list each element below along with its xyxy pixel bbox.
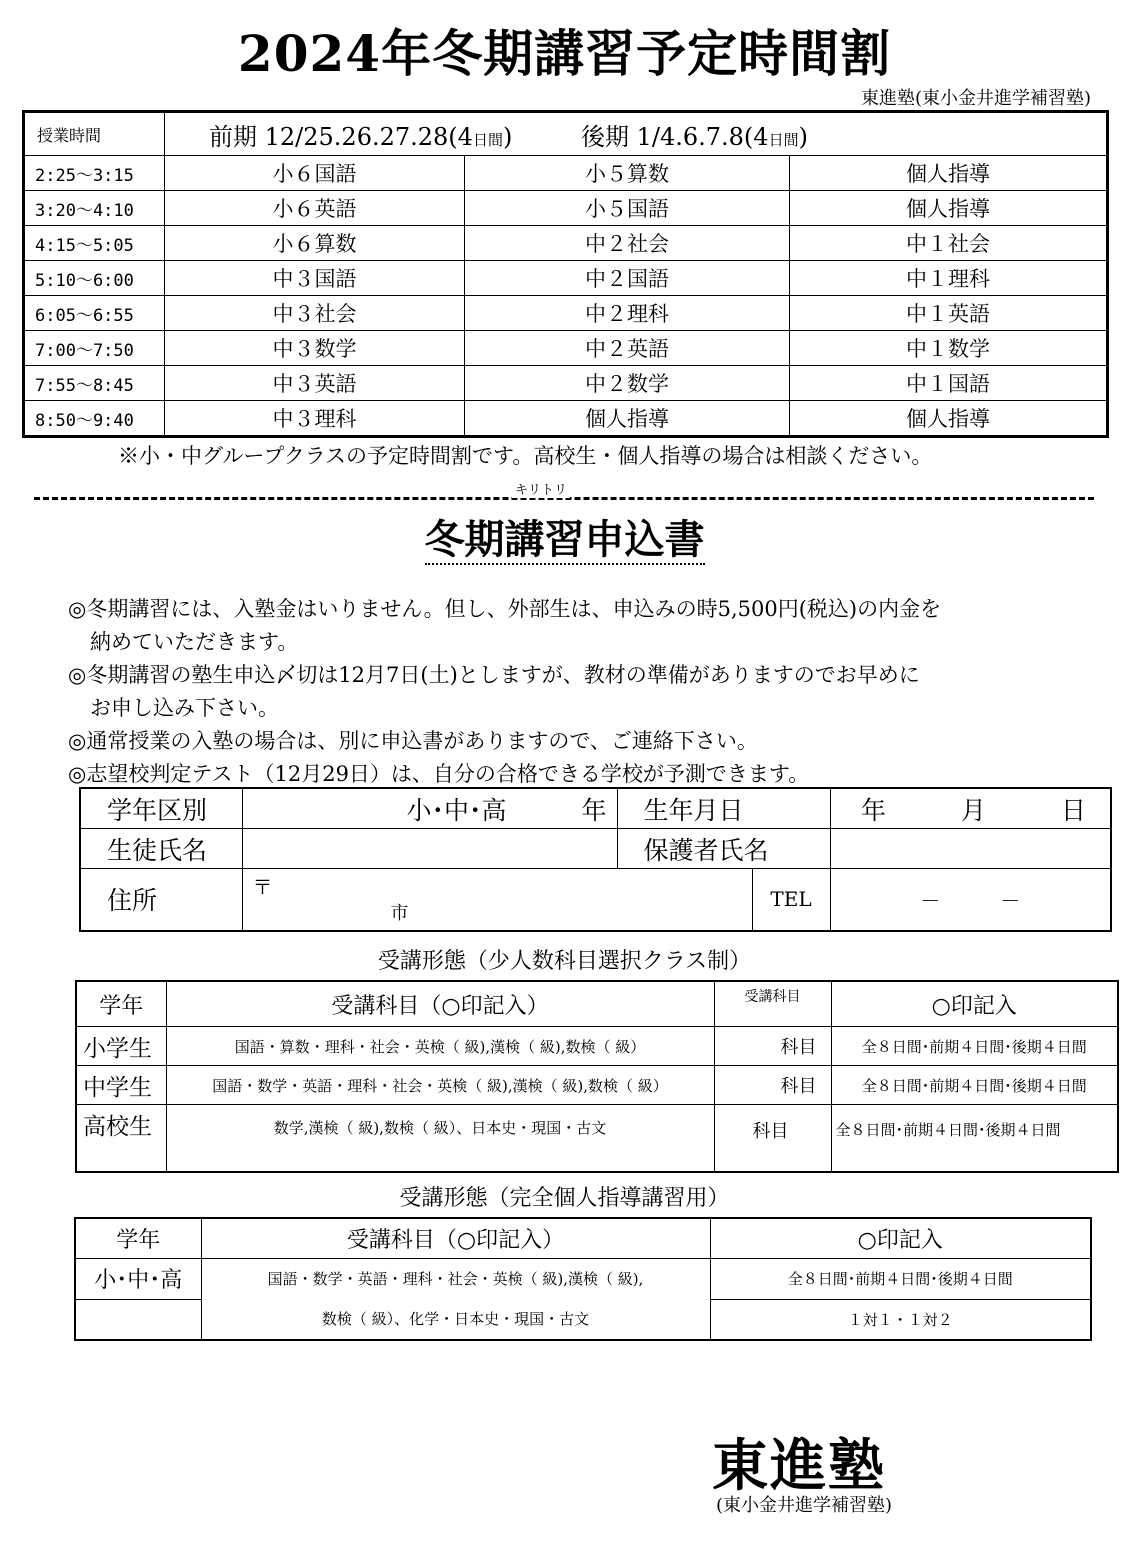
schedule-cell: 中１社会 [790,226,1108,261]
schedule-time: 4:15〜5:05 [24,226,165,261]
schedule-row [24,191,1108,226]
schedule-cell: 中１数学 [790,331,1108,366]
schedule-cell: 中３数学 [165,331,465,366]
subject-count-cell[interactable]: 科目 [714,1027,831,1066]
cut-label: キリトリ [512,479,570,498]
schedule-cell: 個人指導 [465,401,790,437]
subjects-cell[interactable]: 数学,漢検（ 級),数検（ 級）、日本史・現国・古文 [166,1105,714,1172]
schedule-row [24,296,1108,331]
col-subjects: 受講科目（○印記入） [166,981,714,1027]
first-period: 前期 12/25.26.27.28(4 [209,122,473,151]
schedule-cell: 中３国語 [165,261,465,296]
subjects-cell[interactable] [201,1259,710,1341]
col-subjects: 受講科目（○印記入） [201,1218,710,1259]
schedule-header-row [24,112,1108,156]
subjects-line: 国語・数学・英語・理科・社会・英検（ 級),漢検（ 級), [267,1270,644,1288]
schedule-row [24,261,1108,296]
group-course-table [75,980,1119,1173]
schedule-cell: 中１理科 [790,261,1108,296]
schedule-cell: 小５算数 [465,156,790,191]
grade-cell: 中学生 [76,1066,166,1105]
private-course-table [74,1217,1092,1341]
mark-cell-ratio[interactable]: １対１・１対２ [710,1299,1091,1340]
subjects-line: 数検（ 級）、化学・日本史・現国・古文 [321,1310,590,1328]
form-title-text: 冬期講習申込書 [424,516,705,563]
schedule-cell: 中２国語 [465,261,790,296]
guardian-name-field[interactable] [830,829,1111,869]
schedule-time: 7:55〜8:45 [24,366,165,401]
city-mark: 市 [390,903,409,924]
schedule-time: 5:10〜6:00 [24,261,165,296]
notice-item: ◎通常授業の入塾の場合は、別に申込書がありますので、ご連絡下さい。 [68,729,758,753]
birthdate-label: 生年月日 [617,788,830,829]
second-period: 後期 1/4.6.7.8(4 [580,122,769,151]
subject-count-cell[interactable]: 科目 [714,1105,831,1172]
schedule-row [24,331,1108,366]
schedule-cell: 個人指導 [790,156,1108,191]
notice-item: ◎志望校判定テスト（12月29日）は、自分の合格できる学校が予測できます。 [68,762,810,786]
address-field[interactable] [242,869,752,931]
org-name-top: 東進塾(東小金井進学補習塾) [860,88,1091,109]
schedule-cell: 個人指導 [790,191,1108,226]
schedule-row [24,366,1108,401]
mark-cell[interactable]: 全８日間･前期４日間･後期４日間 [831,1027,1118,1066]
grade-label: 学年区別 [80,788,242,829]
schedule-cell: 中１英語 [790,296,1108,331]
schedule-cell: 中２理科 [465,296,790,331]
schedule-time: 3:20〜4:10 [24,191,165,226]
footer-school-subname: (東小金井進学補習塾) [716,1495,893,1516]
schedule-time: 7:00〜7:50 [24,331,165,366]
col-subject-count: 受講科目 [714,981,831,1027]
schedule-cell: 中３理科 [165,401,465,437]
grade-cell: 小学生 [76,1027,166,1066]
grade-field[interactable]: 小･中･高 年 [242,788,617,829]
notice-item-continued: お申し込み下さい。 [90,696,279,720]
postal-mark: 〒 [252,875,273,899]
page-title: 2024年冬期講習予定時間割 [237,24,892,83]
schedule-cell: 中３社会 [165,296,465,331]
schedule-time: 2:25〜3:15 [24,156,165,191]
col-grade: 学年 [76,981,166,1027]
notice-list [68,593,1118,791]
schedule-cell: 中３英語 [165,366,465,401]
col-grade: 学年 [75,1218,201,1259]
blank-cell [75,1299,201,1340]
course-caption-group: 受講形態（少人数科目選択クラス制） [377,949,752,974]
tel-label: TEL [752,869,830,931]
notice-item: ◎冬期講習には、入塾金はいりません。但し、外部生は、申込みの時5,500円(税込)の内金を [68,597,942,621]
schedule-cell: 小６英語 [165,191,465,226]
subject-count-cell[interactable]: 科目 [714,1066,831,1105]
schedule-periods: 前期 12/25.26.27.28(4日間) 後期 1/4.6.7.8(4日間) [165,112,1108,156]
schedule-cell: 中２社会 [465,226,790,261]
mark-cell[interactable]: 全８日間･前期４日間･後期４日間 [831,1105,1118,1172]
schedule-cell: 小６国語 [165,156,465,191]
schedule-cell: 中２数学 [465,366,790,401]
grade-cell: 高校生 [76,1105,166,1172]
subjects-cell[interactable]: 国語・算数・理科・社会・英検（ 級),漢検（ 級),数検（ 級） [166,1027,714,1066]
form-title [0,508,1129,565]
schedule-row [24,401,1108,437]
subjects-cell[interactable]: 国語・数学・英語・理科・社会・英検（ 級),漢検（ 級),数検（ 級） [166,1066,714,1105]
address-label: 住所 [80,869,242,931]
schedule-time: 8:50〜9:40 [24,401,165,437]
mark-cell[interactable]: 全８日間･前期４日間･後期４日間 [831,1066,1118,1105]
student-name-field[interactable] [242,829,617,869]
schedule-cell: 小６算数 [165,226,465,261]
schedule-header-label: 授業時間 [24,112,165,156]
schedule-note: ※小・中グループクラスの予定時間割です。高校生・個人指導の場合は相談ください。 [118,444,933,468]
schedule-table [22,110,1109,438]
guardian-name-label: 保護者氏名 [617,829,830,869]
schedule-cell: 中２英語 [465,331,790,366]
first-period-days: 日間 [472,130,503,149]
course-caption-private: 受講形態（完全個人指導講習用） [399,1186,730,1211]
notice-item-continued: 納めていただきます。 [90,630,299,654]
footer-school-name: 東進塾 [712,1433,886,1499]
grade-cell: 小･中･高 [75,1259,201,1300]
col-mark: ○印記入 [710,1218,1091,1259]
schedule-cell: 個人指導 [790,401,1108,437]
schedule-cell: 小５国語 [465,191,790,226]
birthdate-field[interactable]: 年 月 日 [830,788,1111,829]
schedule-cell: 中１国語 [790,366,1108,401]
student-name-label: 生徒氏名 [80,829,242,869]
applicant-info-table [79,787,1112,932]
col-mark: ○印記入 [831,981,1118,1027]
second-period-days: 日間 [768,130,799,149]
notice-item: ◎冬期講習の塾生申込〆切は12月7日(土)としますが、教材の準備がありますのでお早めに [68,663,920,687]
schedule-time: 6:05〜6:55 [24,296,165,331]
schedule-row [24,156,1108,191]
tel-field[interactable]: － － [830,869,1111,931]
schedule-row [24,226,1108,261]
mark-cell-days[interactable]: 全８日間･前期４日間･後期４日間 [710,1259,1091,1300]
